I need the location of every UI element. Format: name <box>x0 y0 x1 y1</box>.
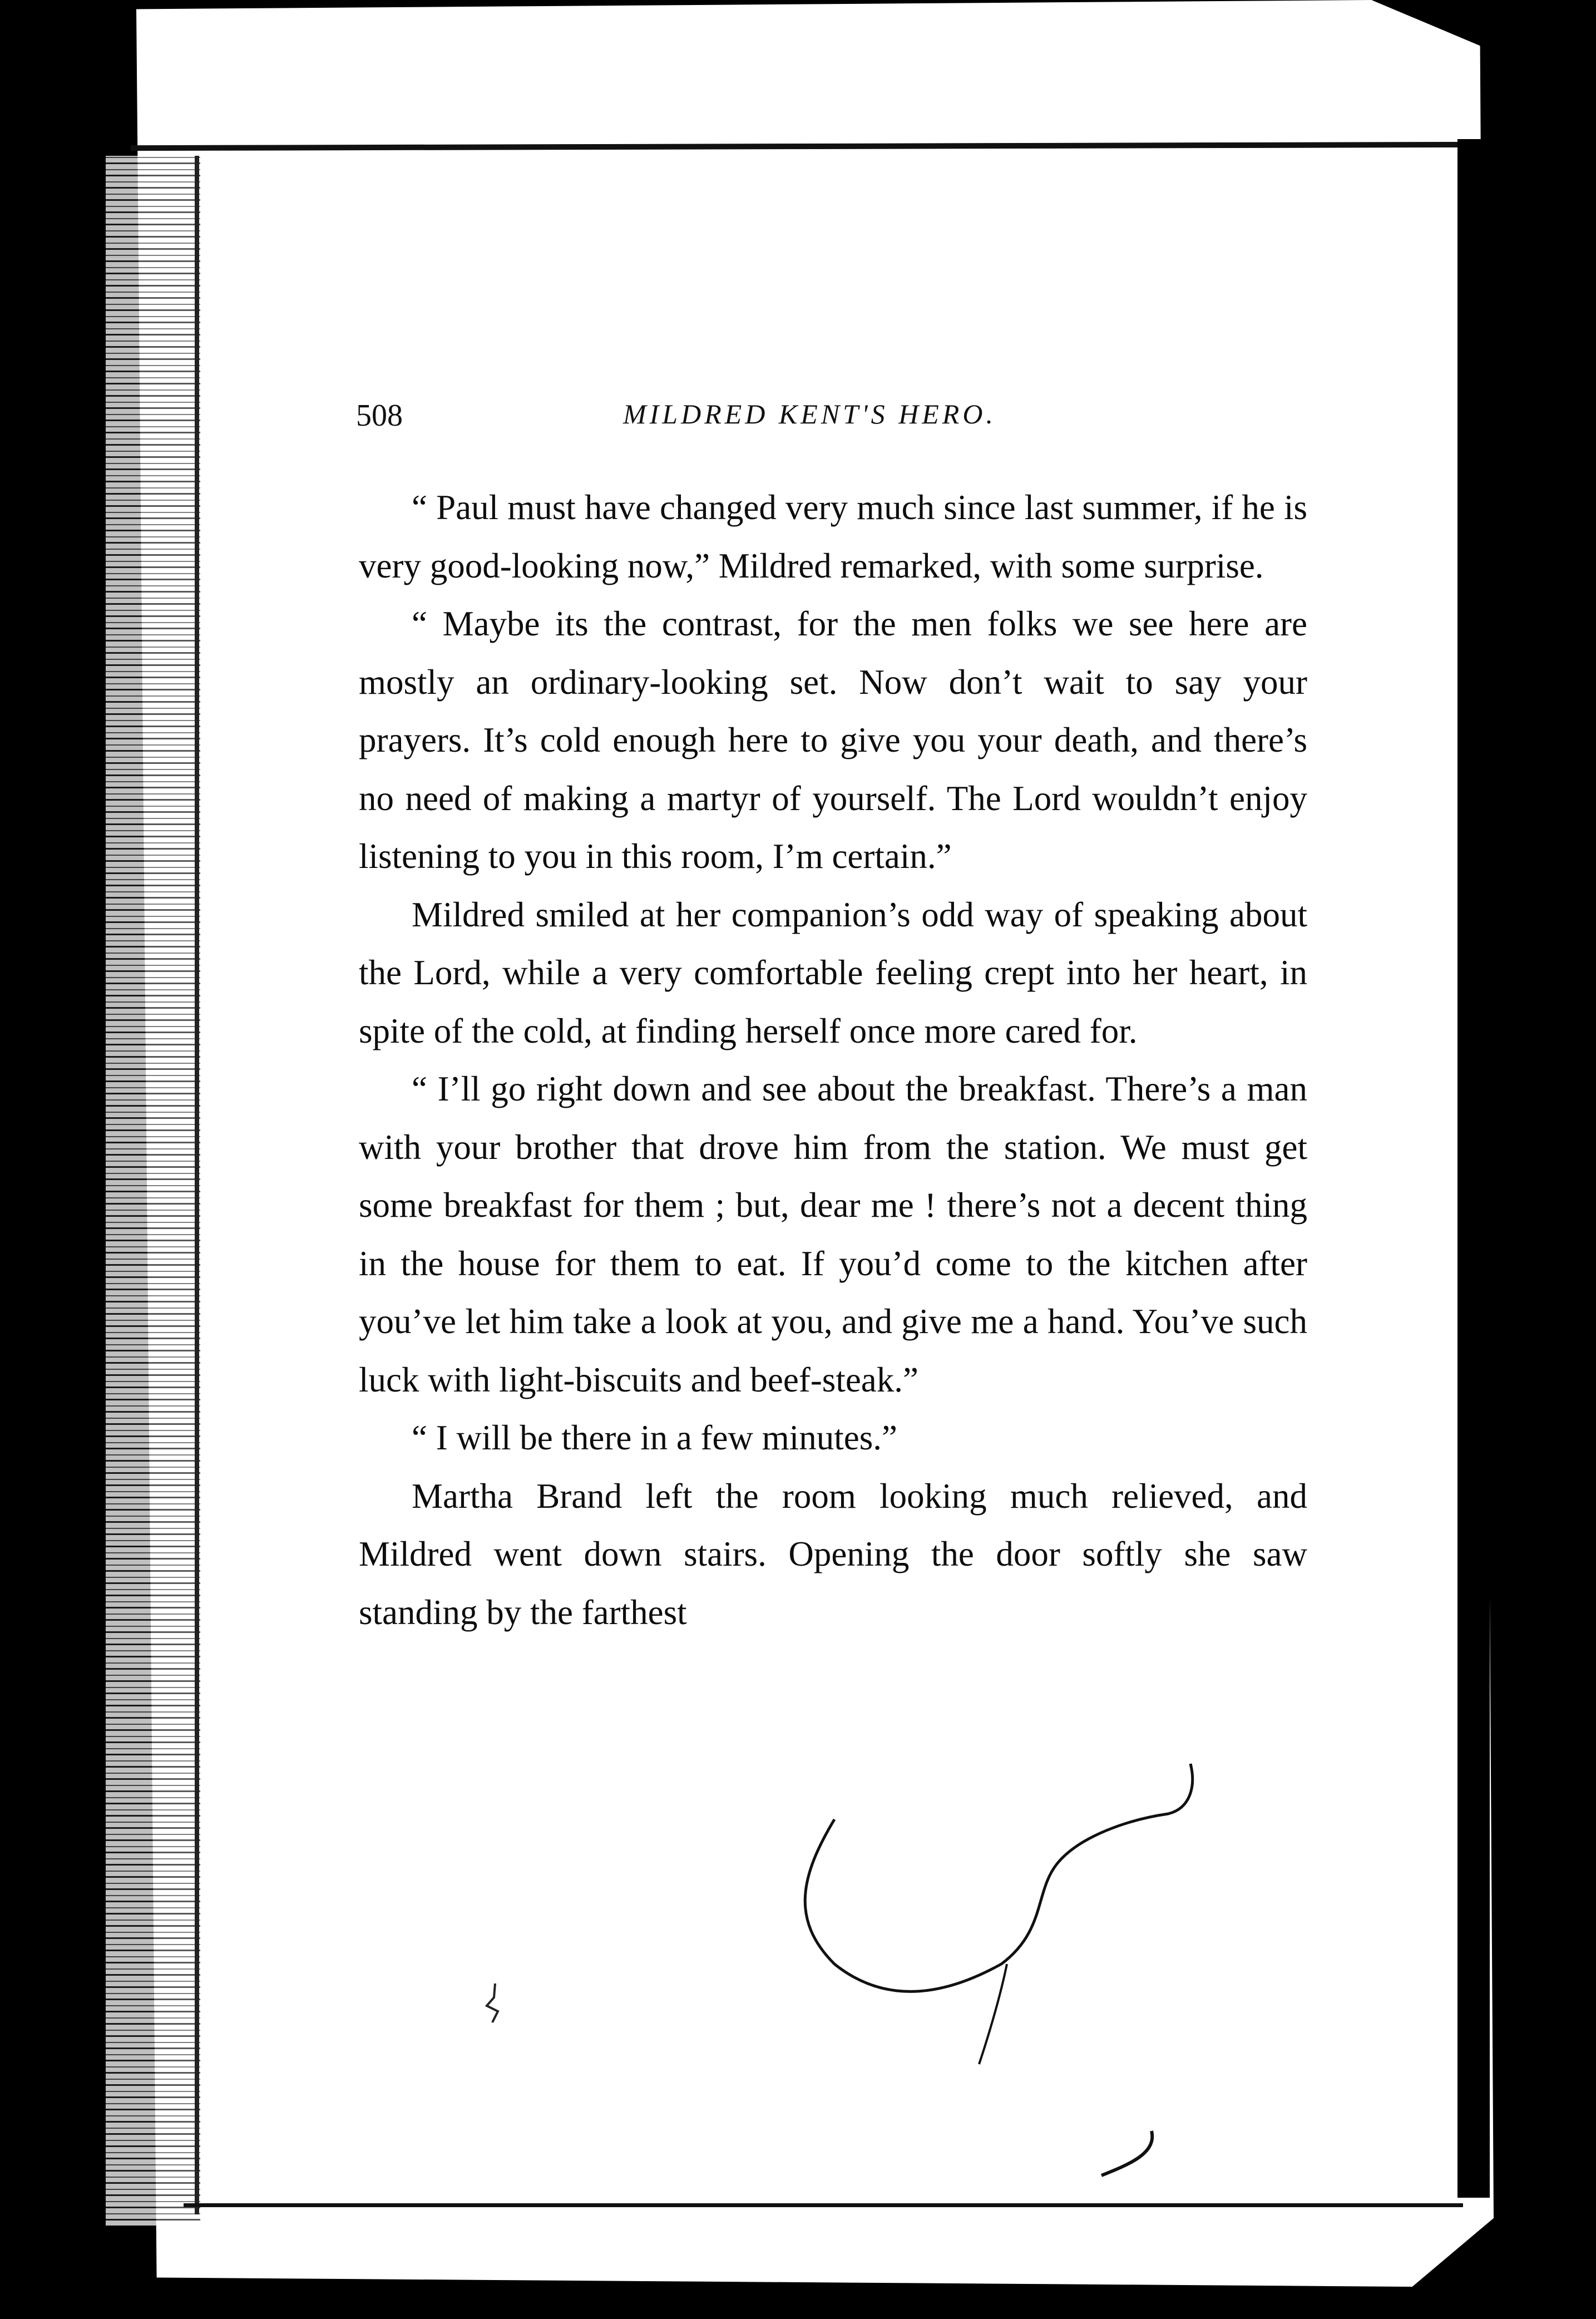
paragraph: “ I’ll go right down and see about the breakfast. There’s a man with your brother that drove him from the station. We must get some breakfast for them ; but, dear me ! there’s not a decent thing in the house for them to eat. If you’d come to the kitchen after you’ve let him take a look at you, and give me a hand. You’ve such luck with light-biscuits and beef-steak.” <box>359 1069 1307 1399</box>
paragraph: “ Maybe its the contrast, for the men folks we see here are mostly an ordinary-looking set. Now don’t wait to say your prayers. It’s cold enough here to give you your death, and there’s no need of making a martyr of yourself. The Lord wouldn’t enjoy listening to you in this room, I’m certain.” <box>359 604 1307 876</box>
paragraph: Martha Brand left the room looking much relieved, and Mildred went down stairs. Opening the door softly she saw standing by the farthest <box>359 1476 1307 1632</box>
paragraph: Mildred smiled at her companion’s odd way of speaking about the Lord, while a very comfortable feeling crept into her heart, in spite of the cold, at finding herself once more cared for. <box>359 895 1307 1050</box>
binding-gutter <box>106 156 200 2226</box>
paragraph: “ Paul must have changed very much since last summer, if he is very good-looking now,” Mildred remarked, with some surprise. <box>359 488 1307 585</box>
gutter-edge <box>195 156 199 2214</box>
bottom-scan-edge <box>184 2203 1463 2207</box>
paragraph: “ I will be there in a few minutes.” <box>412 1418 897 1457</box>
ink-mark <box>478 1981 512 2025</box>
body-text <box>359 478 1307 1641</box>
right-scan-edge <box>1457 139 1490 2198</box>
pen-scribble <box>768 1753 1324 2198</box>
running-title: MILDRED KENT'S HERO. <box>623 398 996 430</box>
running-head <box>356 398 1302 442</box>
page-number: 508 <box>356 398 403 433</box>
